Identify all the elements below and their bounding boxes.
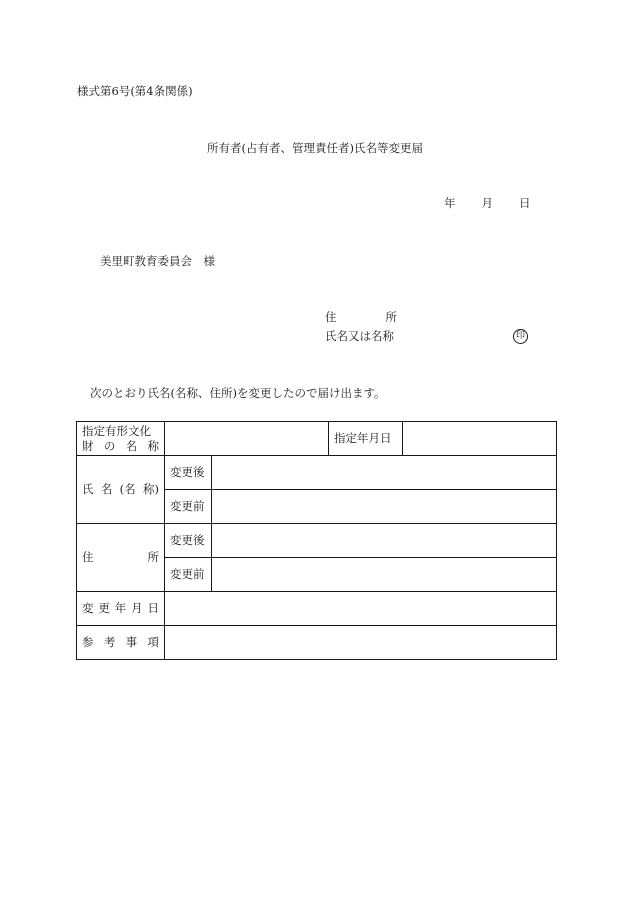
name-after-label: 変更後 bbox=[165, 456, 212, 490]
name-before-field[interactable] bbox=[212, 490, 557, 524]
address-before-label: 変更前 bbox=[165, 558, 212, 592]
statement-text: 次のとおり氏名(名称、住所)を変更したので届け出ます。 bbox=[90, 386, 386, 400]
change-date-field[interactable] bbox=[165, 592, 557, 626]
document-title: 所有者(占有者、管理責任者)氏名等変更届 bbox=[207, 141, 423, 155]
seal-mark: 印 bbox=[513, 329, 528, 344]
date-day: 日 bbox=[519, 196, 531, 210]
property-name-label: 指定有形文化 財 の 名 称 bbox=[77, 422, 165, 456]
property-name-field[interactable] bbox=[165, 422, 329, 456]
designation-date-label: 指定年月日 bbox=[329, 422, 403, 456]
applicant-address-label: 住 所 bbox=[325, 310, 397, 324]
date-year: 年 bbox=[444, 196, 456, 210]
recipient: 美里町教育委員会 様 bbox=[100, 254, 215, 268]
remarks-field[interactable] bbox=[165, 626, 557, 660]
date-line bbox=[444, 198, 531, 210]
name-before-label: 変更前 bbox=[165, 490, 212, 524]
form-number: 様式第6号(第4条関係) bbox=[77, 84, 193, 98]
remarks-label: 参 考 事 項 bbox=[77, 626, 165, 660]
designation-date-field[interactable] bbox=[403, 422, 557, 456]
address-label: 住 所 bbox=[77, 524, 165, 592]
name-after-field[interactable] bbox=[212, 456, 557, 490]
change-date-label: 変 更 年 月 日 bbox=[77, 592, 165, 626]
change-form-table bbox=[76, 421, 557, 660]
date-month: 月 bbox=[481, 196, 493, 210]
name-label: 氏 名 (名 称) bbox=[77, 456, 165, 524]
applicant-name-label: 氏名又は名称 bbox=[325, 329, 394, 343]
address-after-field[interactable] bbox=[212, 524, 557, 558]
address-before-field[interactable] bbox=[212, 558, 557, 592]
address-after-label: 変更後 bbox=[165, 524, 212, 558]
